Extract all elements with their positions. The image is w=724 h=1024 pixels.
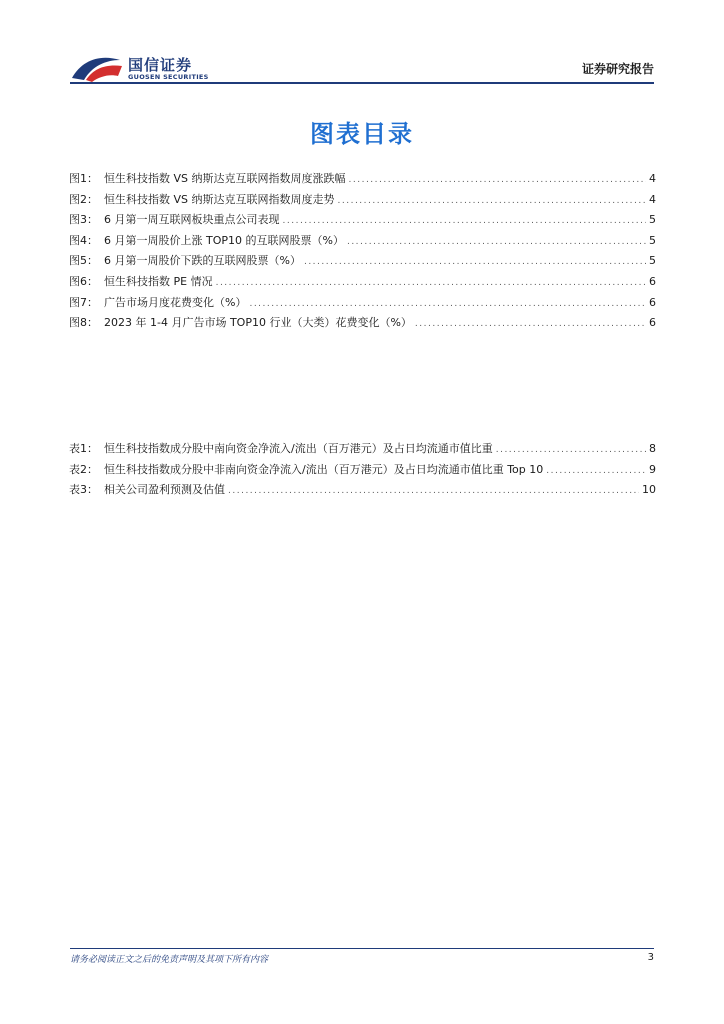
page-header [0,0,724,90]
dot-leader [415,319,646,329]
toc-label: 图5： [69,254,98,268]
toc-entry-figure-8[interactable] [69,314,656,335]
toc-title: 相关公司盈利预测及估值 [104,483,225,497]
toc-page-number: 5 [649,213,656,227]
dot-leader [496,445,646,455]
toc-label: 图4： [69,233,98,247]
dot-leader [304,257,646,267]
toc-page-number: 5 [649,254,656,268]
toc-label: 图7： [69,295,98,309]
dot-leader [338,196,647,206]
toc-entry-figure-6[interactable] [69,273,656,294]
toc-title: 恒生科技指数 VS 纳斯达克互联网指数周度走势 [104,192,335,206]
toc-page-number: 6 [649,295,656,309]
footer-disclaimer: 请务必阅读正文之后的免责声明及其项下所有内容 [70,955,269,965]
toc-entry-figure-3[interactable] [69,211,656,232]
toc-page-number: 8 [649,442,656,455]
dot-leader [249,299,646,309]
toc-label: 图1： [69,172,98,185]
toc-entry-figure-7[interactable] [69,294,656,315]
dot-leader [349,175,647,185]
dot-leader [228,486,639,496]
toc-label: 表1： [69,442,98,455]
toc-title: 6 月第一周股价下跌的互联网股票（%） [104,254,301,268]
toc-title: 6 月第一周股价上涨 TOP10 的互联网股票（%） [104,233,344,247]
toc-title: 恒生科技指数成分股中非南向资金净流入/流出（百万港元）及占日均流通市值比重 Top 10 [104,462,544,476]
page-number: 3 [647,952,654,963]
figure-list [69,170,656,335]
toc-label: 表2： [69,462,98,476]
toc-title: 6 月第一周互联网板块重点公司表现 [104,213,280,227]
page-title: 图表目录 [310,120,414,148]
toc-entry-figure-4[interactable] [69,232,656,253]
toc-page-number: 9 [649,462,656,476]
toc-title: 广告市场月度花费变化（%） [104,295,247,309]
toc-title: 2023 年 1-4 月广告市场 TOP10 行业（大类）花费变化（%） [104,316,412,330]
dot-leader [347,237,646,247]
footer-divider [70,948,654,949]
toc-title: 恒生科技指数 VS 纳斯达克互联网指数周度涨跌幅 [104,172,346,185]
toc-page-number: 5 [649,233,656,247]
toc-entry-figure-2[interactable] [69,191,656,212]
dot-leader [283,216,647,226]
header-divider [70,82,654,84]
toc-entry-table-1[interactable] [69,440,656,461]
toc-page-number: 4 [649,192,656,206]
table-list [69,440,656,502]
toc-entry-table-3[interactable] [69,481,656,502]
toc-title: 恒生科技指数 PE 情况 [104,274,213,288]
dot-leader [216,278,646,288]
toc-page-number: 4 [649,172,656,185]
logo-name-cn: 国信证券 [128,56,193,74]
toc-entry-figure-5[interactable] [69,252,656,273]
toc-page-number: 10 [642,483,656,497]
dot-leader [546,466,646,476]
toc-label: 图8： [69,316,98,330]
toc-title: 恒生科技指数成分股中南向资金净流入/流出（百万港元）及占日均流通市值比重 [104,442,493,455]
toc-page-number: 6 [649,274,656,288]
toc-page-number: 6 [649,316,656,330]
toc-label: 图3： [69,213,98,227]
toc-entry-table-2[interactable] [69,461,656,482]
toc-entry-figure-1[interactable] [69,170,656,191]
toc-label: 图2： [69,192,98,206]
logo-name-en: GUOSEN SECURITIES [128,73,209,81]
toc-label: 图6： [69,274,98,288]
report-type-label: 证券研究报告 [581,62,654,76]
toc-label: 表3： [69,483,98,497]
